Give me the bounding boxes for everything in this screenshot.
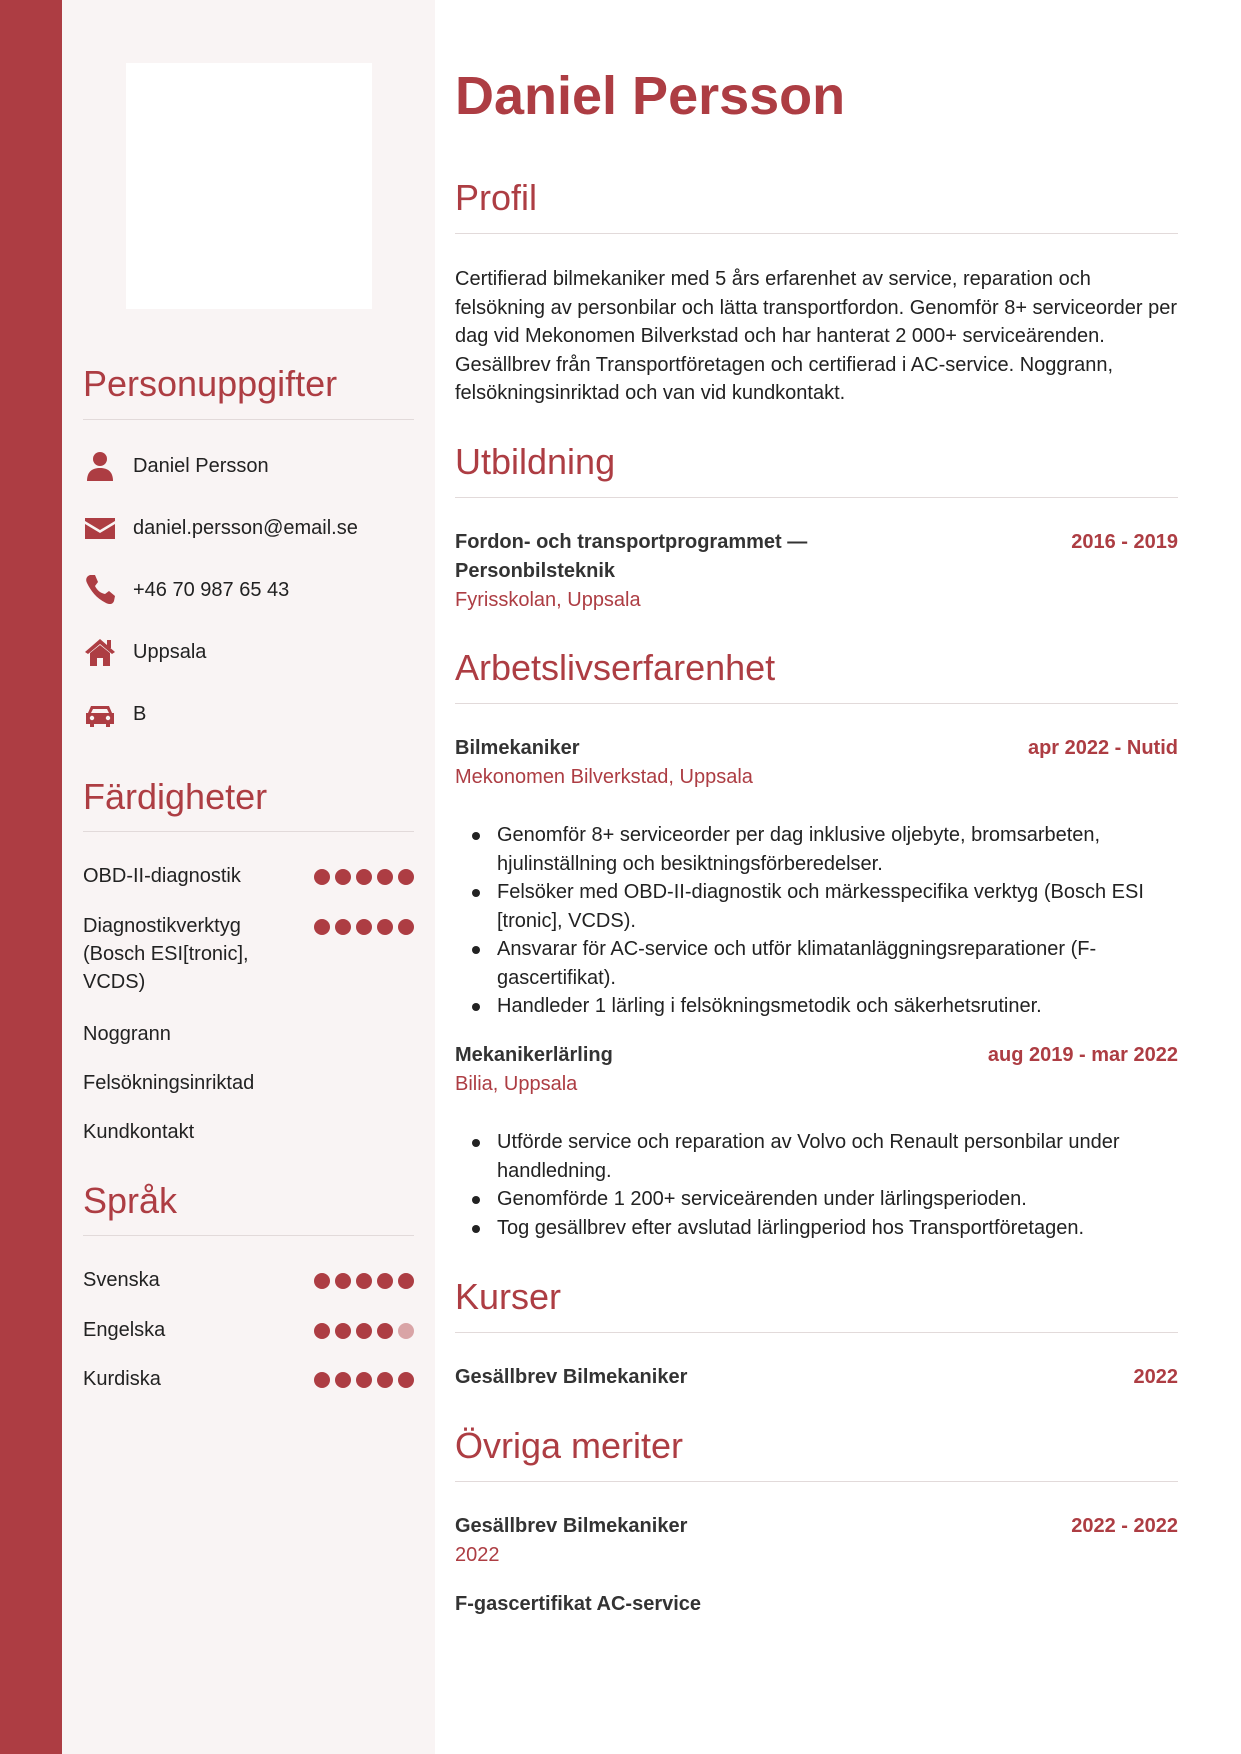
- skill-name: Kundkontakt: [83, 1121, 195, 1143]
- merit-year: 2022: [455, 1544, 500, 1566]
- skill-item: [83, 912, 414, 996]
- language-rating: [314, 1323, 414, 1339]
- skill-name: Noggrann: [83, 1023, 171, 1045]
- job-bullets: [455, 821, 1178, 1021]
- job-title: Bilmekaniker: [455, 737, 580, 759]
- education-title: Fordon- och transportprogrammet — Personbilsteknik: [455, 531, 808, 582]
- divider: [455, 497, 1178, 498]
- rating-dot-filled: [398, 1273, 414, 1289]
- skill-rating: [314, 919, 414, 935]
- skill-item: [83, 1069, 414, 1097]
- personal-city-text: Uppsala: [133, 640, 207, 663]
- rating-dot-filled: [335, 1372, 351, 1388]
- personal-name: [83, 446, 414, 486]
- rating-dot-filled: [398, 1372, 414, 1388]
- rating-dot-filled: [356, 919, 372, 935]
- courses-heading: Kurser: [455, 1276, 562, 1317]
- envelope-icon: [83, 511, 117, 545]
- person-icon: [83, 449, 117, 483]
- languages-heading: Språk: [83, 1180, 178, 1221]
- list-item: Ansvarar för AC-service och utför klimatanläggningsreparationer (F-gascertifikat).: [455, 935, 1178, 992]
- skill-name: Diagnostikverktyg (Bosch ESI[tronic], VCDS): [83, 915, 249, 993]
- profile-text: Certifierad bilmekaniker med 5 års erfarenhet av service, reparation och felsökning av personbilar och lätta transportfordon. Genomför 8+ serviceorder per dag vid Mekonomen Bilverkstad och har hanterat 2 000+ serviceärenden. Gesällbrev från Transportföretagen och certifierad i AC-service. Noggrann, felsökningsinriktad och van vid kundkontakt.: [455, 268, 1178, 404]
- personal-email: [83, 508, 414, 548]
- skill-name: Felsökningsinriktad: [83, 1072, 255, 1094]
- accent-stripe: [0, 0, 62, 1754]
- rating-dot-filled: [314, 869, 330, 885]
- language-rating: [314, 1273, 414, 1289]
- merit-date: 2022 - 2022: [1071, 1515, 1178, 1537]
- personal-phone: [83, 570, 414, 610]
- rating-dot-filled: [335, 1273, 351, 1289]
- rating-dot-filled: [314, 1372, 330, 1388]
- rating-dot-filled: [356, 1273, 372, 1289]
- list-item: Felsöker med OBD-II-diagnostik och märkesspecifika verktyg (Bosch ESI [tronic], VCDS).: [455, 878, 1178, 935]
- education-school: Fyrisskolan, Uppsala: [455, 589, 641, 611]
- car-icon: [83, 697, 117, 731]
- rating-dot-filled: [335, 919, 351, 935]
- skill-item: [83, 1118, 414, 1146]
- list-item: Handleder 1 lärling i felsökningsmetodik och säkerhetsrutiner.: [455, 992, 1178, 1021]
- other-heading: Övriga meriter: [455, 1425, 684, 1466]
- phone-icon: [83, 573, 117, 607]
- rating-dot-filled: [335, 869, 351, 885]
- rating-dot-filled: [377, 919, 393, 935]
- divider: [455, 233, 1178, 234]
- rating-dot-filled: [314, 1323, 330, 1339]
- page-title: Daniel Persson: [455, 66, 846, 126]
- language-item: [83, 1266, 414, 1294]
- home-icon: [83, 635, 117, 669]
- personal-city: [83, 632, 414, 672]
- rating-dot-filled: [314, 1273, 330, 1289]
- divider: [455, 1481, 1178, 1482]
- job-employer: Mekonomen Bilverkstad, Uppsala: [455, 766, 753, 788]
- rating-dot-filled: [377, 1372, 393, 1388]
- rating-dot-filled: [356, 869, 372, 885]
- divider: [455, 1332, 1178, 1333]
- job-employer: Bilia, Uppsala: [455, 1073, 578, 1095]
- personal-heading: Personuppgifter: [83, 363, 338, 404]
- education-heading: Utbildning: [455, 441, 616, 482]
- rating-dot-empty: [398, 1323, 414, 1339]
- language-name: Engelska: [83, 1319, 166, 1341]
- job-date: aug 2019 - mar 2022: [987, 1044, 1178, 1066]
- personal-phone-text: +46 70 987 65 43: [133, 578, 290, 601]
- rating-dot-filled: [377, 869, 393, 885]
- rating-dot-filled: [377, 1273, 393, 1289]
- skill-item: [83, 1020, 414, 1048]
- personal-license-text: B: [133, 702, 147, 725]
- skill-rating: [314, 869, 414, 885]
- list-item: Genomför 8+ serviceorder per dag inklusive oljebyte, bromsarbeten, hjulinställning och besiktningsförberedelser.: [455, 821, 1178, 878]
- divider: [455, 703, 1178, 704]
- rating-dot-filled: [398, 919, 414, 935]
- personal-name-text: Daniel Persson: [133, 454, 269, 477]
- profile-photo: [126, 63, 372, 309]
- skills-heading: Färdigheter: [83, 776, 268, 817]
- skill-name: OBD-II-diagnostik: [83, 865, 241, 887]
- language-item: [83, 1316, 414, 1344]
- skill-item: [83, 862, 414, 890]
- rating-dot-filled: [356, 1372, 372, 1388]
- rating-dot-filled: [314, 919, 330, 935]
- list-item: Genomförde 1 200+ serviceärenden under lärlingsperioden.: [455, 1185, 1178, 1214]
- job-date: apr 2022 - Nutid: [1027, 737, 1178, 759]
- merit-title: Gesällbrev Bilmekaniker: [455, 1515, 688, 1537]
- divider: [83, 831, 414, 832]
- merit-title: F-gascertifikat AC-service: [455, 1593, 702, 1615]
- education-date: 2016 - 2019: [1071, 531, 1178, 553]
- language-item: [83, 1365, 414, 1393]
- experience-heading: Arbetslivserfarenhet: [455, 647, 776, 688]
- list-item: Tog gesällbrev efter avslutad lärlingperiod hos Transportföretagen.: [455, 1214, 1178, 1243]
- list-item: Utförde service och reparation av Volvo och Renault personbilar under handledning.: [455, 1128, 1178, 1185]
- rating-dot-filled: [377, 1323, 393, 1339]
- rating-dot-filled: [356, 1323, 372, 1339]
- divider: [83, 419, 414, 420]
- job-title: Mekanikerlärling: [455, 1044, 613, 1066]
- divider: [83, 1235, 414, 1236]
- rating-dot-filled: [398, 869, 414, 885]
- course-title: Gesällbrev Bilmekaniker: [455, 1366, 688, 1388]
- language-name: Svenska: [83, 1269, 160, 1291]
- course-date: 2022: [1133, 1366, 1178, 1388]
- personal-license: [83, 694, 414, 734]
- profile-heading: Profil: [455, 177, 538, 218]
- personal-email-text: daniel.persson@email.se: [133, 516, 358, 539]
- language-name: Kurdiska: [83, 1368, 161, 1390]
- job-bullets: [455, 1128, 1178, 1242]
- language-rating: [314, 1372, 414, 1388]
- rating-dot-filled: [335, 1323, 351, 1339]
